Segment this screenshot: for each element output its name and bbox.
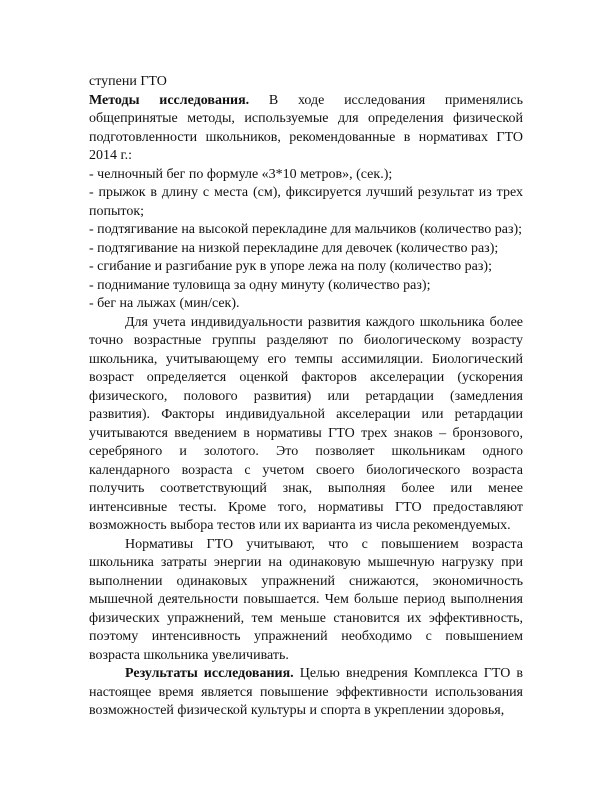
list-item: - подтягивание на низкой перекладине для девочек (количество раз); xyxy=(89,240,499,256)
results-heading: Результаты исследования. xyxy=(125,666,294,681)
list-item: - челночный бег по формуле «3*10 метров», (сек.); xyxy=(89,166,393,182)
paragraph-energy: Нормативы ГТО учитывают, что с повышением возраста школьника затраты энергии на одинаковую мышечную нагрузку при выполнении одинаковых упражнений снижаются, экономичность мышечной деятельности повышается. Чем больше период выполнения физических упражнений, тем меньше становится их эффективность, поэтому интенсивность упражнений необходимо с повышением возраста школьника увеличивать. xyxy=(89,536,523,663)
list-item: - поднимание туловища за одну минуту (количество раз); xyxy=(89,277,431,293)
list-item: - сгибание и разгибание рук в упоре лежа на полу (количество раз); xyxy=(89,259,492,274)
list-item: - подтягивание на высокой перекладине для мальчиков (количество раз); xyxy=(89,222,523,237)
methods-list xyxy=(89,166,523,314)
results-text: Целью внедрения Комплекса ГТО в настоящее время является повышение эффективности использования возможностей физической культуры и спорта в укреплении здоровья, xyxy=(89,666,523,718)
list-item: - прыжок в длину с места (см), фиксируется лучший результат из трех попыток; xyxy=(89,185,523,219)
top-fragment: ступени ГТО xyxy=(89,74,167,89)
methods-text: В ходе исследования применялись общепринятые методы, используемые для определения физической подготовленности школьников, рекомендованные в нормативах ГТО 2014 г.: xyxy=(89,92,523,163)
results-paragraph xyxy=(89,665,523,721)
document-page xyxy=(89,73,523,721)
list-item: - бег на лыжах (мин/сек). xyxy=(89,296,240,311)
paragraph-biological-age: Для учета индивидуальности развития каждого школьника более точно возрастные группы разделяют по биологическому возрасту школьника, учитывающему его темпы ассимиляции. Биологический возраст определяется оценкой факторов акселерации (ускорения физического, полового развития) или ретардации (замедления развития). Факторы индивидуальной акселерации или ретардации учитываются введением в нормативы ГТО трех знаков – бронзового, серебряного и золотого. Это позволяет школьникам одного календарного возраста с учетом своего биологического возраста получить соответствующий знак, выполняя более или менее интенсивные тесты. Кроме того, нормативы ГТО предоставляют возможность выбора тестов или их варианта из числа рекомендуемых. xyxy=(89,314,523,533)
methods-paragraph xyxy=(89,92,523,166)
methods-heading: Методы исследования. xyxy=(89,92,250,108)
